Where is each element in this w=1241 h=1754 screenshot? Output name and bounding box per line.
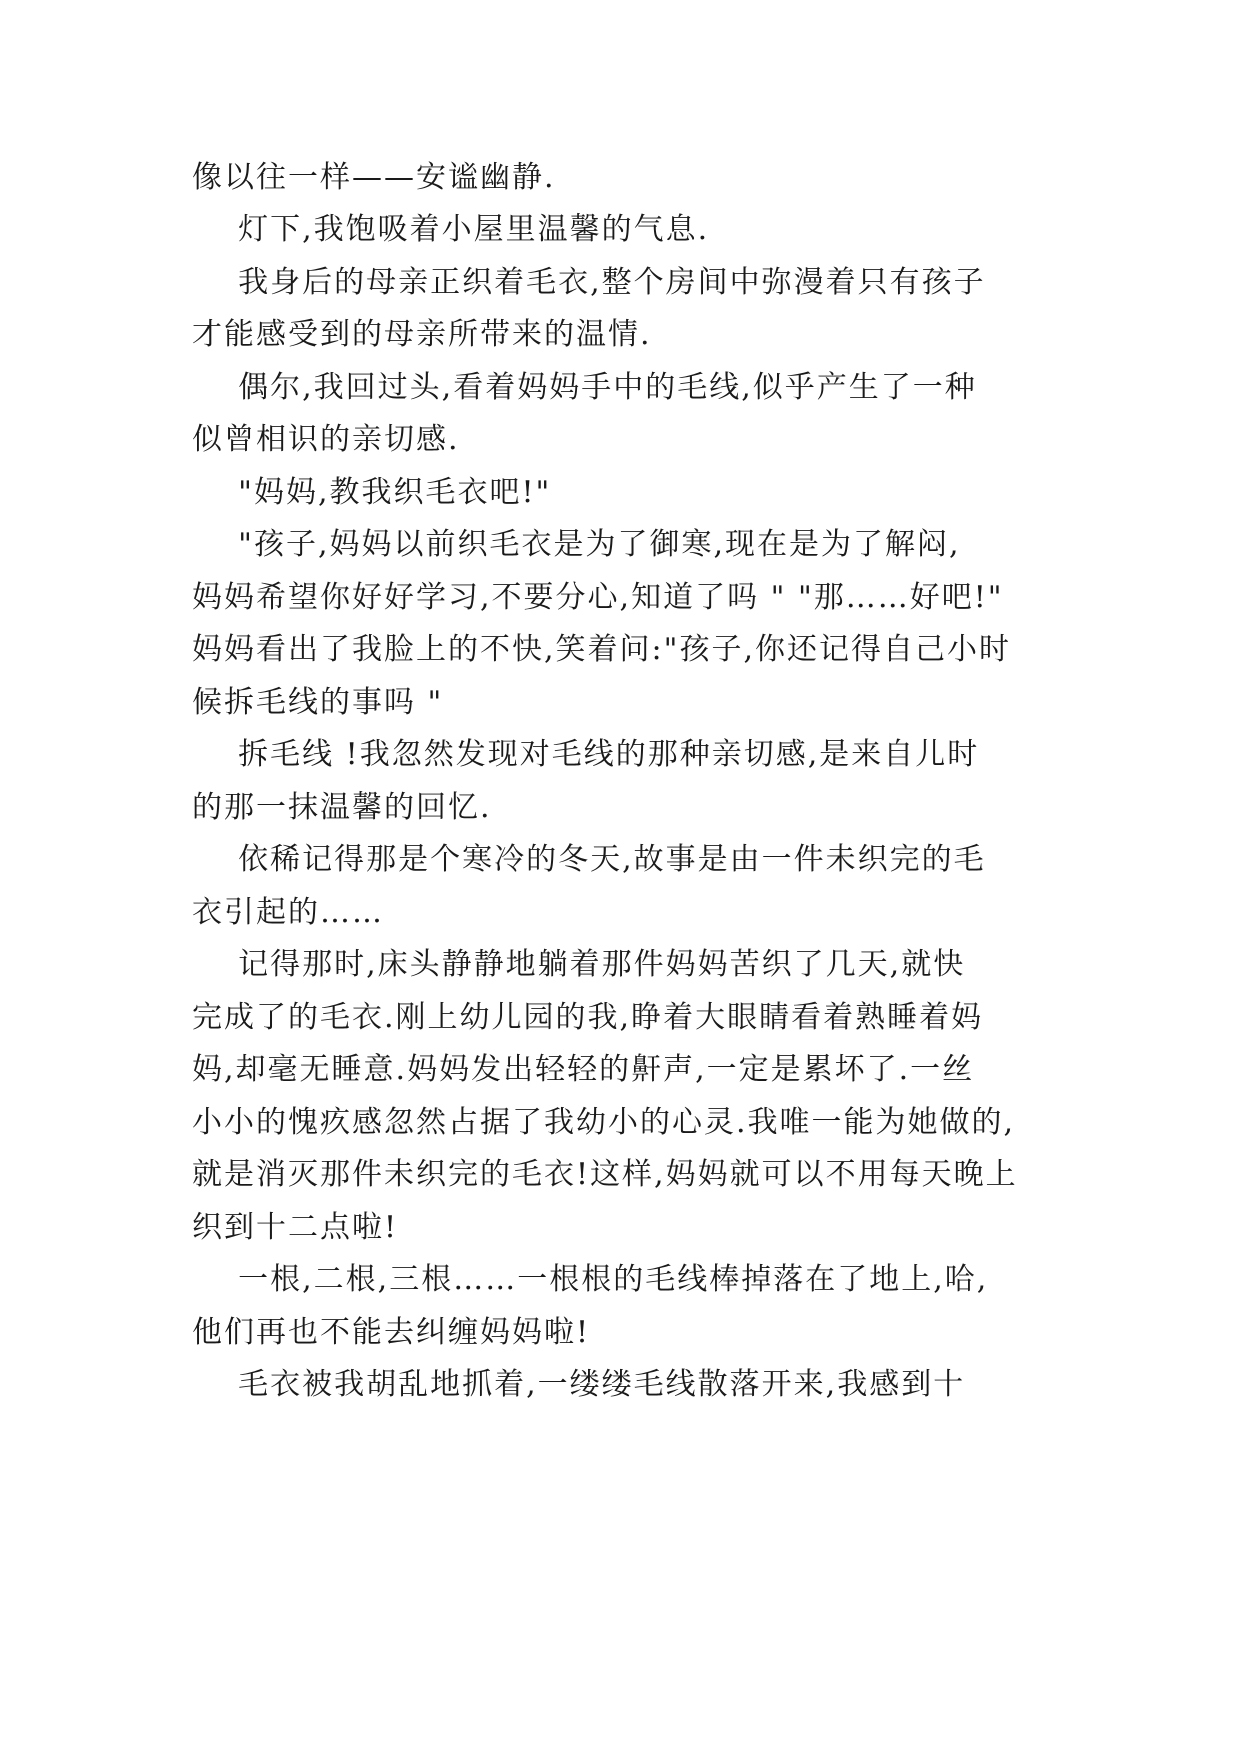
text-line: "妈妈,教我织毛衣吧!" (192, 475, 552, 510)
text-line: 才能感受到的母亲所带来的温情. (192, 317, 652, 352)
text-line: 完成了的毛衣.刚上幼儿园的我,睁着大眼睛看着熟睡着妈 (192, 1000, 984, 1035)
text-line: 灯下,我饱吸着小屋里温馨的气息. (192, 212, 710, 247)
text-line: 他们再也不能去纠缠妈妈啦! (192, 1315, 591, 1350)
text-line: 依稀记得那是个寒冷的冬天,故事是由一件未织完的毛 (192, 842, 986, 877)
text-line: 的那一抹温馨的回忆. (192, 790, 492, 825)
text-line: "孩子,妈妈以前织毛衣是为了御寒,现在是为了解闷, (192, 527, 961, 562)
text-line: 妈妈希望你好好学习,不要分心,知道了吗 " "那……好吧!" (192, 580, 1004, 615)
text-line: 就是消灭那件未织完的毛衣!这样,妈妈就可以不用每天晚上 (192, 1157, 1018, 1192)
text-line: 妈妈看出了我脸上的不快,笑着问:"孩子,你还记得自己小时 (192, 632, 1011, 667)
text-line: 我身后的母亲正织着毛衣,整个房间中弥漫着只有孩子 (192, 265, 986, 300)
text-line: 一根,二根,三根……一根根的毛线棒掉落在了地上,哈, (192, 1262, 989, 1297)
text-line: 拆毛线 !我忽然发现对毛线的那种亲切感,是来自儿时 (192, 737, 980, 772)
text-line: 记得那时,床头静静地躺着那件妈妈苦织了几天,就快 (192, 947, 966, 982)
text-line: 小小的愧疚感忽然占据了我幼小的心灵.我唯一能为她做的, (192, 1105, 1016, 1140)
text-line: 似曾相识的亲切感. (192, 422, 460, 457)
text-line: 偶尔,我回过头,看着妈妈手中的毛线,似乎产生了一种 (192, 370, 977, 405)
text-line: 毛衣被我胡乱地抓着,一缕缕毛线散落开来,我感到十 (192, 1367, 966, 1402)
text-line: 像以往一样——安谧幽静. (192, 160, 556, 195)
text-line: 妈,却毫无睡意.妈妈发出轻轻的鼾声,一定是累坏了.一丝 (192, 1052, 975, 1087)
text-line: 织到十二点啦! (192, 1210, 399, 1245)
text-line: 衣引起的…… (192, 895, 384, 930)
text-line: 候拆毛线的事吗 " (192, 685, 444, 720)
